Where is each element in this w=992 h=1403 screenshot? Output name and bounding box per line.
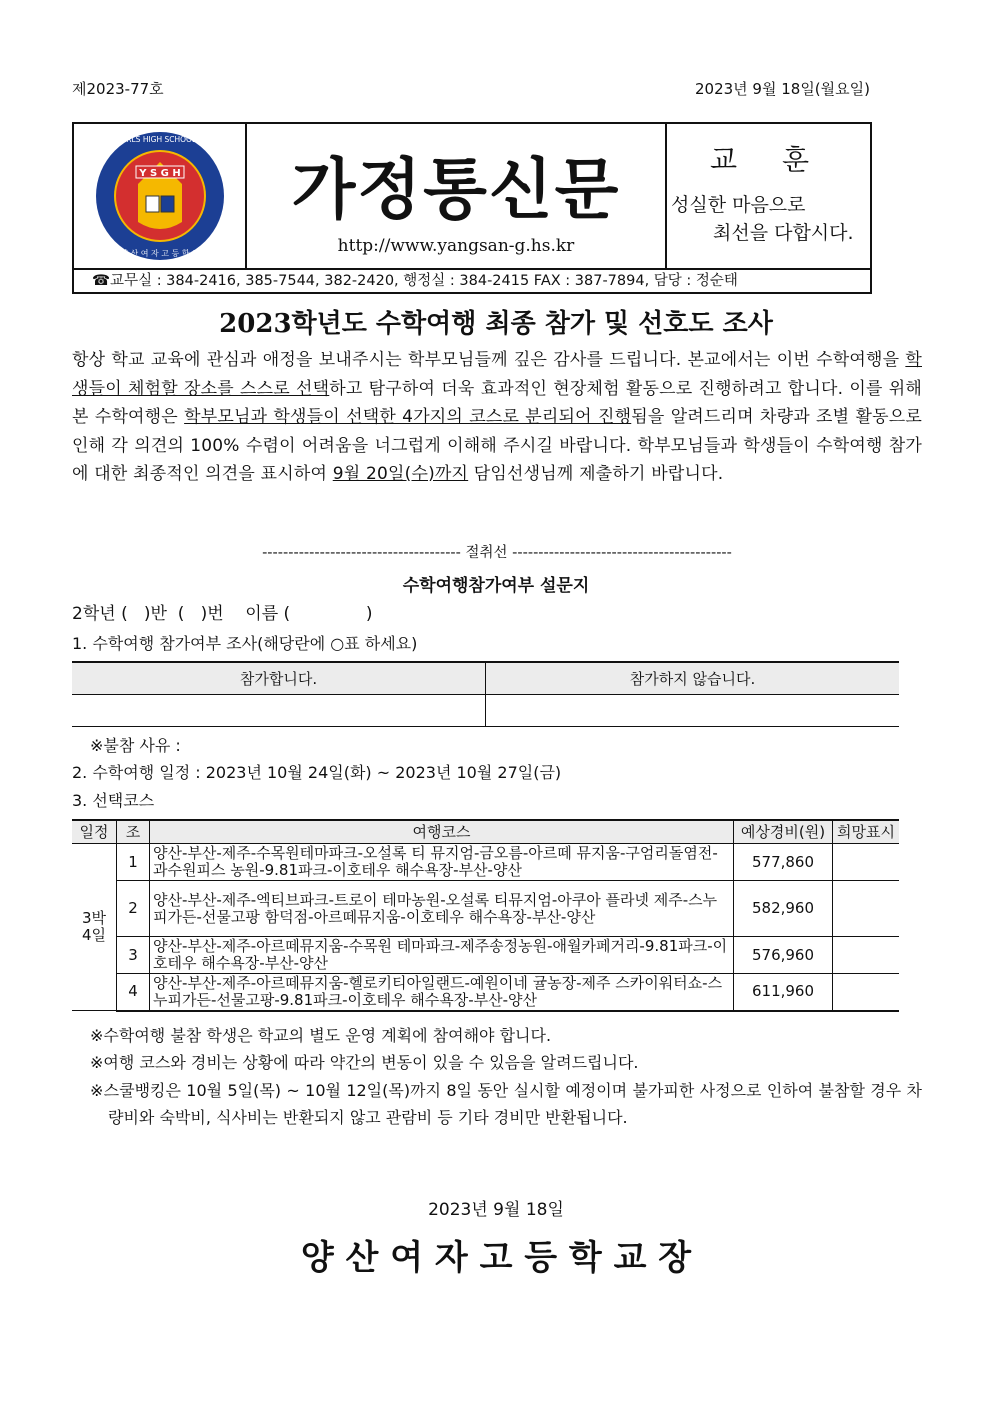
header-cost: 예상경비(원) (734, 820, 833, 844)
school-logo-icon (79, 126, 241, 266)
body-underline-1: 학생들이 체험할 장소를 스스로 선택 (72, 350, 922, 399)
principal-signature: 양 산 여 자 고 등 학 교 장 (300, 1238, 692, 1278)
option-not-participate: 참가하지 않습니다. (486, 662, 900, 695)
body-text-2: 하고 탐구하여 더욱 효과적인 현장체험 활동으로 진행하려고 합니다. 이를 위해 본 수학여행은 (72, 378, 922, 427)
newsletter-header (72, 122, 872, 294)
group-cell: 1 (117, 844, 150, 881)
preference-cell[interactable] (833, 881, 900, 937)
svg-text:양 산 여 자 고 등 학 교: 양 산 여 자 고 등 학 교 (120, 249, 200, 258)
note-1: ※수학여행 불참 학생은 학교의 별도 운영 계획에 참여해야 합니다. (90, 1026, 552, 1045)
svg-text:Y S G H: Y S G H (139, 168, 181, 179)
school-url[interactable]: http://www.yangsan-g.hs.kr (337, 236, 575, 256)
question-3: 3. 선택코스 (72, 791, 155, 810)
duration-cell: 3박 4일 (72, 844, 117, 1011)
header-duration: 일정 (72, 820, 117, 844)
course-table (72, 819, 899, 1012)
body-text-4: 담임선생님께 제출하기 바랍니다. (468, 464, 724, 484)
header-course: 여행코스 (150, 820, 734, 844)
cost-cell: 577,860 (734, 844, 833, 881)
survey-title: 수학여행참가여부 설문지 (402, 576, 590, 596)
group-cell: 4 (117, 974, 150, 1011)
course-cell: 양산-부산-제주-엑티브파크-트로이 테마농원-오설록 티뮤지엄-아쿠아 플라넷 제주-스누피가든-선물고팡 함덕점-아르떼뮤지움-이호테우 해수욕장-부산-양산 (150, 881, 734, 937)
note-3: ※스쿨뱅킹은 10월 5일(목) ~ 10월 12일(목)까지 8일 동안 실시할 예정이며 불가피한 사정으로 인하여 불참할 경우 차량비와 숙박비, 식사비는 반환되지 않고 관람비 등 기타 경비만 반환됩니다. (90, 1081, 922, 1127)
cut-line: -------------------------------------- 절취선 ------------------------------------------ (262, 545, 732, 561)
student-info-line[interactable]: 2학년 ( )반 ( )번 이름 ( ) (72, 604, 373, 624)
body-underline-3: 9월 20일(수)까지 (332, 464, 469, 484)
participation-table (72, 661, 899, 727)
body-text-1: 항상 학교 교육에 관심과 애정을 보내주시는 학부모님들께 깊은 감사를 드립니다. 본교에서는 이번 수학여행을 (72, 350, 906, 370)
preference-cell[interactable] (833, 844, 900, 881)
newsletter-title-cell (247, 124, 667, 268)
newsletter-title: 가정통신문 (291, 151, 621, 228)
header-preference: 희망표시 (833, 820, 900, 844)
document-title: 2023학년도 수학여행 최종 참가 및 선호도 조사 (219, 309, 773, 339)
cost-cell: 611,960 (734, 974, 833, 1011)
cost-cell: 582,960 (734, 881, 833, 937)
body-text-3: 됨을 알려드리며 차량과 조별 활동으로 인해 각 의견의 100% 수렴이 어려움을 너그럽게 이해해 주시길 바랍니다. 학부모님들과 학생들이 수학여행 참가에 대한 최종적인 의견을 표시하여 (72, 407, 922, 484)
table-row (72, 974, 899, 1011)
body-underline-2: 학부모님과 학생들이 선택한 4가지의 코스로 분리되어 진행 (184, 407, 632, 427)
table-row (72, 937, 899, 974)
document-number: 제2023-77호 (72, 80, 164, 98)
body-paragraph (72, 346, 922, 489)
motto-line-1: 성실한 마음으로 (671, 194, 806, 216)
course-cell: 양산-부산-제주-아르떼뮤지움-헬로키티아일랜드-예원이네 귤농장-제주 스카이워터쇼-스누피가든-선물고팡-9.81파크-이호테우 해수욕장-부산-양산 (150, 974, 734, 1011)
table-row (72, 881, 899, 937)
absence-reason[interactable]: ※불참 사유 : (90, 736, 181, 755)
cost-cell: 576,960 (734, 937, 833, 974)
table-row (72, 844, 899, 881)
group-cell: 2 (117, 881, 150, 937)
course-cell: 양산-부산-제주-아르떼뮤지움-수목원 테마파크-제주송정농원-애월카페거리-9.81파크-이호테우 해수욕장-부산-양산 (150, 937, 734, 974)
participate-mark-cell[interactable] (72, 695, 486, 727)
note-2: ※여행 코스와 경비는 상황에 따라 약간의 변동이 있을 수 있음을 알려드립니다. (90, 1053, 639, 1072)
preference-cell[interactable] (833, 937, 900, 974)
contact-info: ☎교무실 : 384-2416, 385-7544, 382-2420, 행정실 : 384-2415 FAX : 387-7894, 담당 : 정순태 (74, 268, 870, 292)
header-group: 조 (117, 820, 150, 844)
motto-title: 교 훈 (710, 143, 827, 176)
question-2: 2. 수학여행 일정 : 2023년 10월 24일(화) ~ 2023년 10월 27일(금) (72, 763, 562, 782)
not-participate-mark-cell[interactable] (486, 695, 900, 727)
svg-text:YANGSAN GIRLS HIGH SCHOOL Sinc: YANGSAN GIRLS HIGH SCHOOL Since 1972 (79, 135, 241, 144)
motto-line-2: 최선을 다합시다. (713, 222, 854, 244)
option-participate: 참가합니다. (72, 662, 486, 695)
course-cell: 양산-부산-제주-수목원테마파크-오설록 티 뮤지엄-금오름-아르떼 뮤지움-구엄리돌염전-과수원피스 농원-9.81파크-이호테우 해수욕장-부산-양산 (150, 844, 734, 881)
preference-cell[interactable] (833, 974, 900, 1011)
group-cell: 3 (117, 937, 150, 974)
document-date: 2023년 9월 18일(월요일) (695, 80, 870, 98)
school-motto-cell (667, 124, 870, 268)
school-logo-cell (74, 124, 247, 268)
question-1: 1. 수학여행 참가여부 조사(해당란에 ○표 하세요) (72, 634, 418, 653)
footer-date: 2023년 9월 18일 (428, 1200, 564, 1220)
